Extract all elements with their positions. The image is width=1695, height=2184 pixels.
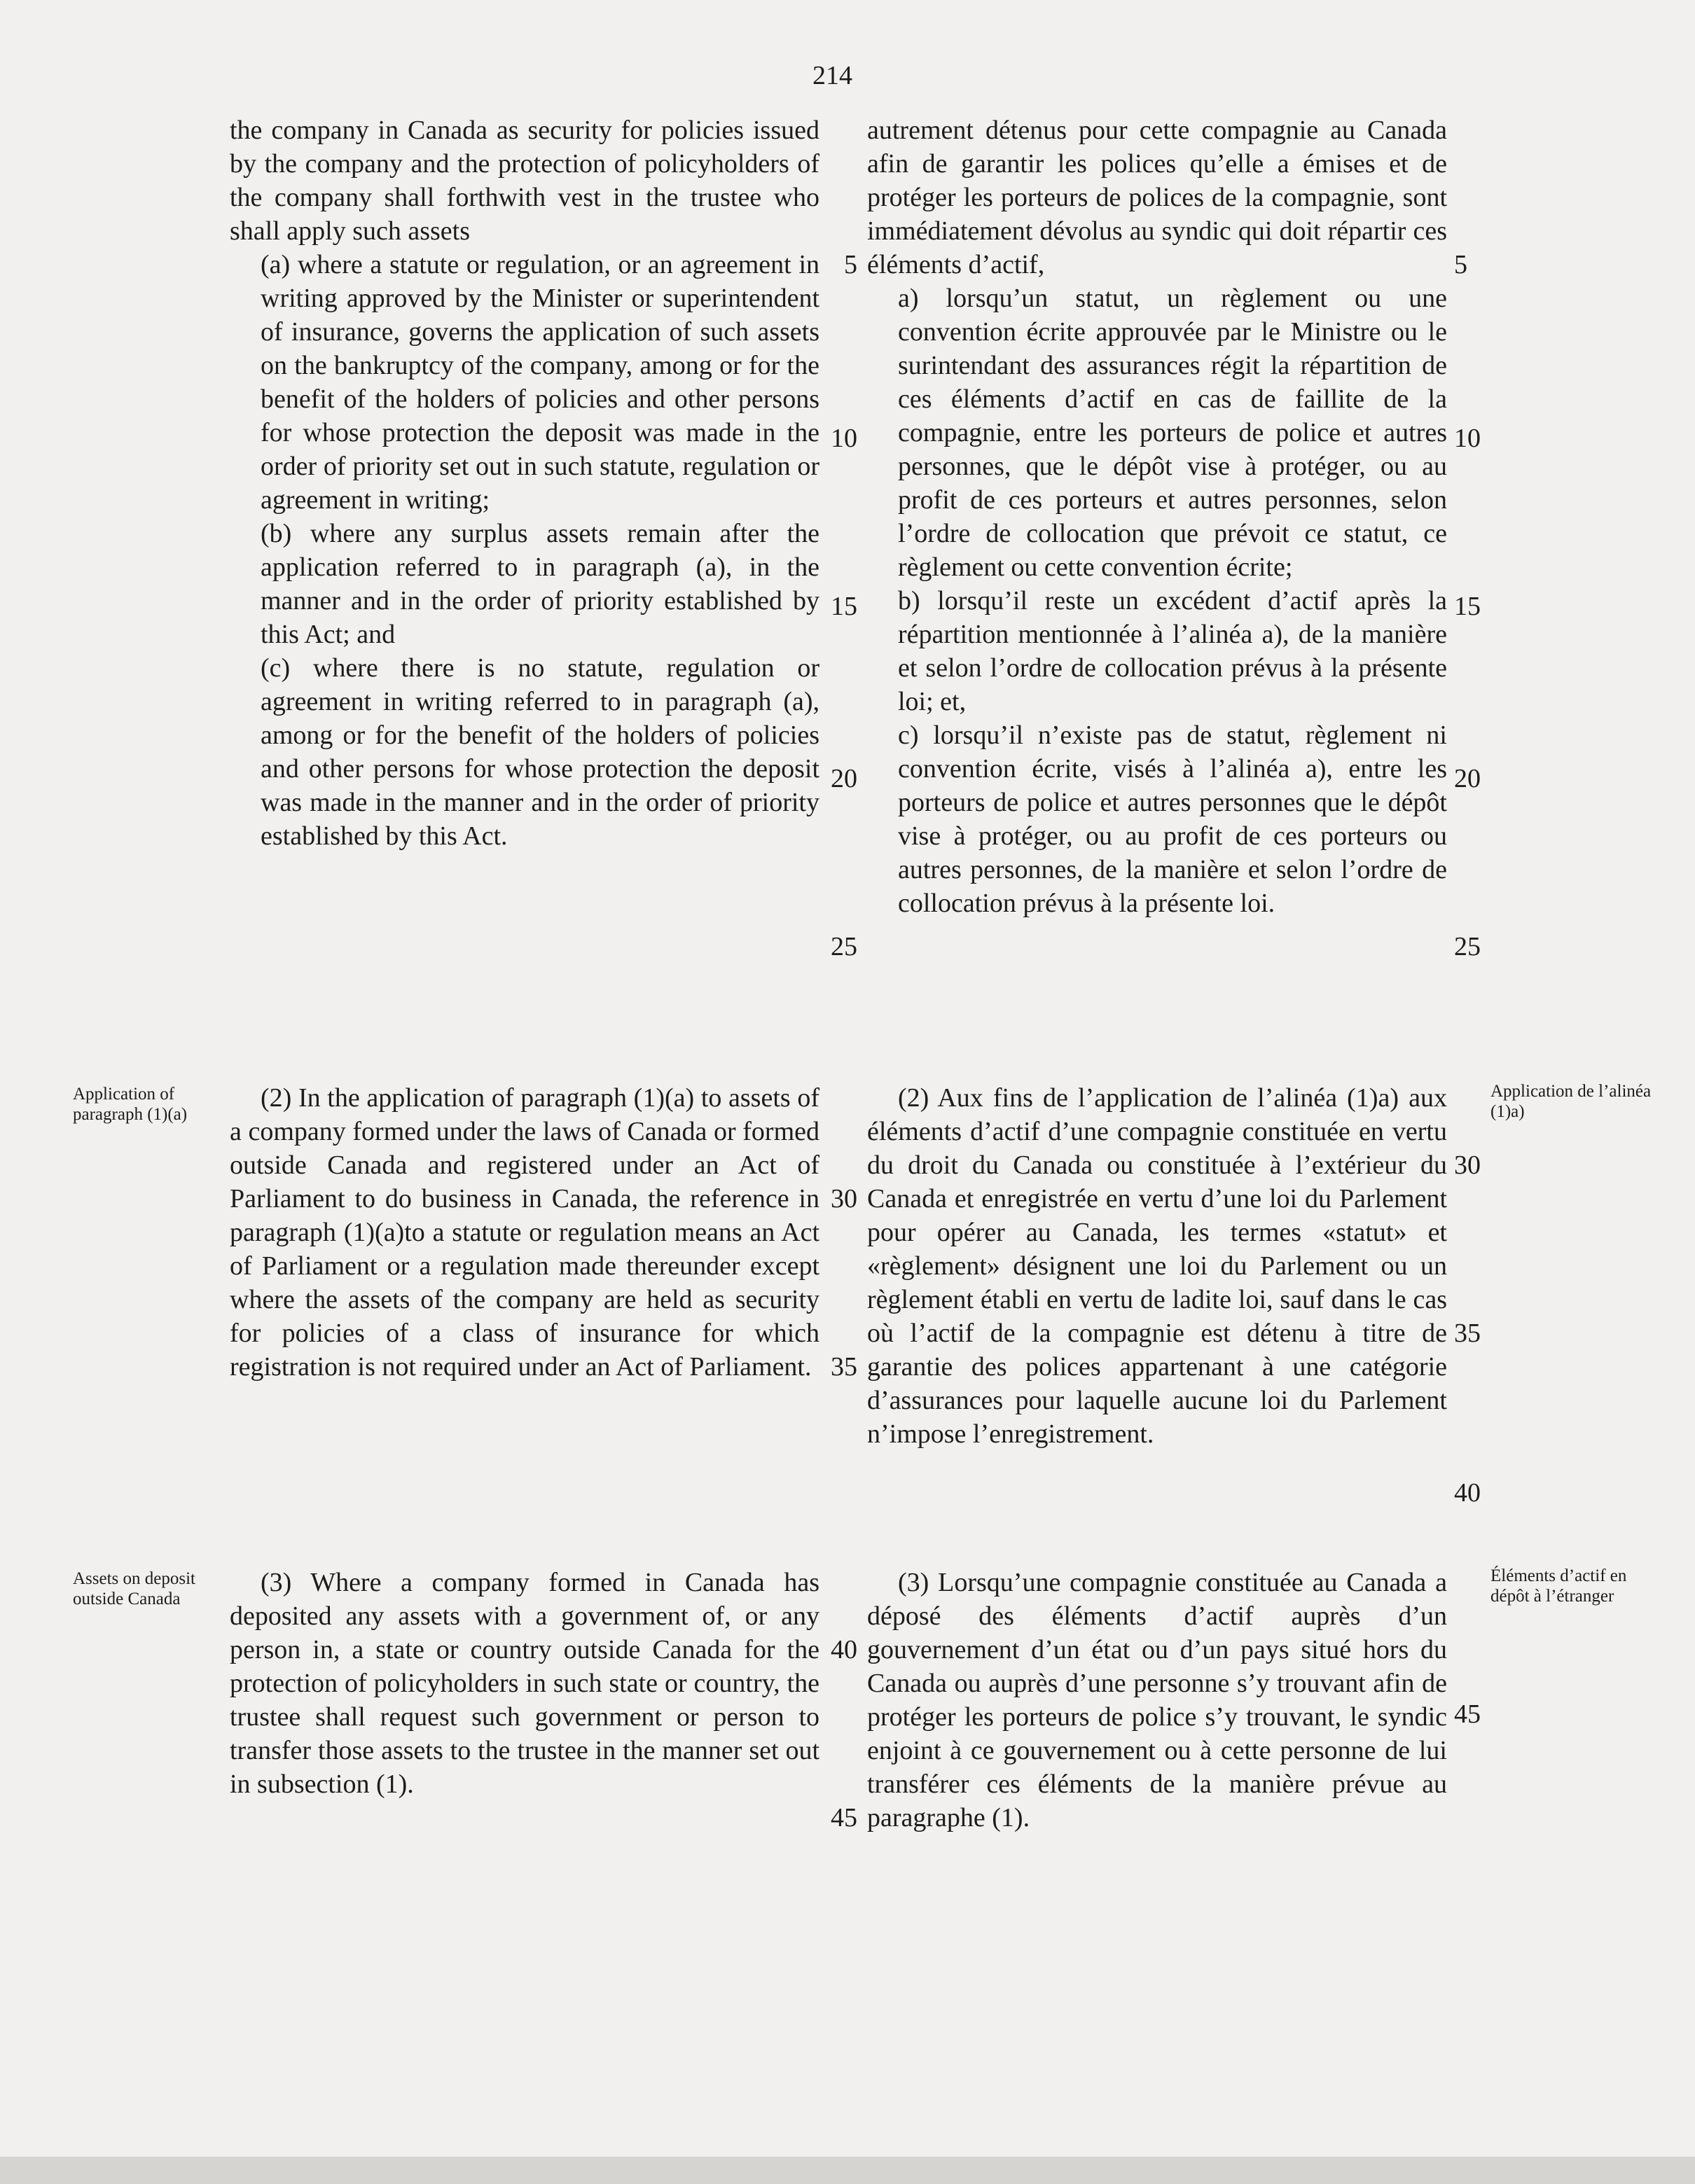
margin-note-assets-deposit-fr: Éléments d’actif en dépôt à l’étranger	[1490, 1566, 1627, 1606]
english-paragraph-a: (a) where a statute or regulation, or an agreement in writing approved by the Minister or superintendent of insurance, governs the application of such assets on the bankruptcy of the company, among or for the benefit of the holders of policies and other persons for whose protection the deposit was made in the order of priority set out in such statute, regulation or agreement in writing;	[261, 250, 819, 515]
line-number-en: 35	[831, 1352, 857, 1382]
line-number-en: 45	[831, 1803, 857, 1832]
line-number-fr: 10	[1454, 424, 1481, 453]
line-number-en: 30	[831, 1184, 857, 1213]
margin-note-application: Application of paragraph (1)(a)	[73, 1085, 188, 1124]
line-number-fr: 40	[1454, 1478, 1481, 1508]
french-paragraph-c: c) lorsqu’il n’existe pas de statut, règlement ni convention écrite, visés à l’alinéa a), entre les porteurs de police et autres personnes que le dépôt vise à protéger, ou au profit de ces porteurs ou autres personnes, de la manière et selon l’ordre de collocation prévus à la présente loi.	[898, 721, 1447, 918]
french-subsection-3: (3) Lorsqu’une compagnie constituée au Canada a déposé des éléments d’actif auprès d’un gouvernement d’un état ou d’un pays situé hors du Canada ou auprès d’une personne s’y trouvant afin de protéger les porteurs de police s’y trouvant, le syndic enjoint à ce gouvernement ou à cette personne de lui transférer ces éléments de la manière prévue au paragraphe (1).	[867, 1568, 1447, 1832]
line-number-fr: 45	[1454, 1699, 1481, 1729]
line-number-en: 15	[831, 592, 857, 621]
french-block-1	[867, 113, 1447, 920]
french-continuation: autrement détenus pour cette compagnie au Canada afin de garantir les polices qu’elle a émises et de protéger les porteurs de polices de la compagnie, sont immédiatement dévolus au syndic qui doit répartir ces éléments d’actif,	[867, 116, 1447, 279]
english-block-1	[230, 113, 819, 853]
line-number-en: 40	[831, 1635, 857, 1664]
english-paragraph-b: (b) where any surplus assets remain after the application referred to in paragraph (a), in the manner and in the order of priority established by this Act; and	[261, 519, 819, 649]
english-subsection-2: (2) In the application of paragraph (1)(a) to assets of a company formed under the laws of Canada or formed outside Canada and registered under an Act of Parliament to do business in Canada, the reference in paragraph (1)(a)to a statute or regulation means an Act of Parliament or a regulation made thereunder except where the assets of the company are held as security for policies of a class of insurance for which registration is not required under an Act of Parliament.	[230, 1083, 819, 1382]
english-continuation: the company in Canada as security for policies issued by the company and the protection of policyholders of the company shall forthwith vest in the trustee who shall apply such assets	[230, 116, 819, 246]
page-number: 214	[812, 61, 852, 90]
line-number-fr: 15	[1454, 592, 1481, 621]
line-number-fr: 5	[1454, 250, 1467, 279]
line-number-fr: 30	[1454, 1150, 1481, 1180]
line-number-en: 20	[831, 764, 857, 793]
line-number-fr: 25	[1454, 932, 1481, 961]
line-number-fr: 20	[1454, 764, 1481, 793]
french-subsection-2: (2) Aux fins de l’application de l’alinéa (1)a) aux éléments d’actif d’une compagnie constituée en vertu du droit du Canada ou constituée à l’extérieur du Canada et enregistrée en vertu d’une loi du Parlement pour opérer au Canada, les termes «statut» et «règlement» désignent une loi du Parlement ou un règlement établi en vertu de ladite loi, sauf dans le cas où l’actif de la compagnie est détenu à titre de garantie des polices appartenant à une catégorie d’assurances pour laquelle aucune loi du Parlement n’impose l’enregistrement.	[867, 1083, 1447, 1449]
margin-note-assets-deposit: Assets on deposit outside Canada	[73, 1569, 195, 1608]
margin-note-application-fr: Application de l’alinéa (1)a)	[1490, 1082, 1652, 1121]
english-paragraph-c: (c) where there is no statute, regulation or agreement in writing referred to in paragraph (a), among or for the benefit of the holders of policies and other persons for whose protection the deposit was made in the manner and in the order of priority established by this Act.	[261, 653, 819, 851]
french-paragraph-a: a) lorsqu’un statut, un règlement ou une convention écrite approuvée par le Ministre ou le surintendant des assurances régit la répartition de ces éléments d’actif en cas de faillite de la compagnie, entre les porteurs de police et autres personnes, que le dépôt vise à protéger, ou au profit de ces porteurs et autres personnes, selon l’ordre de collocation que prévoit ce statut, ce règlement ou cette convention écrite;	[898, 284, 1447, 582]
scan-bottom-shadow	[0, 2157, 1695, 2184]
line-number-fr: 35	[1454, 1319, 1481, 1348]
line-number-en: 25	[831, 932, 857, 961]
french-paragraph-b: b) lorsqu’il reste un excédent d’actif après la répartition mentionnée à l’alinéa a), de la manière et selon l’ordre de collocation prévus à la présente loi; et,	[898, 586, 1447, 716]
english-subsection-3: (3) Where a company formed in Canada has deposited any assets with a government of, or any person in, a state or country outside Canada for the protection of policyholders in such state or country, the trustee shall request such government or person to transfer those assets to the trustee in the manner set out in subsection (1).	[230, 1568, 819, 1799]
line-number-en: 10	[831, 424, 857, 453]
line-number-en: 5	[844, 250, 857, 279]
